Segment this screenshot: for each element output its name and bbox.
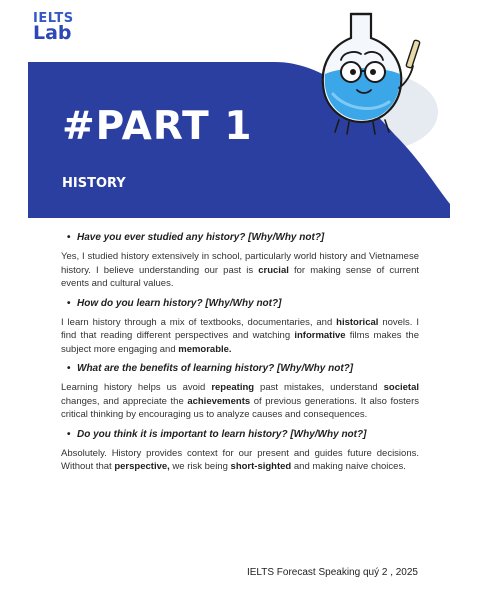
- qa-list: [61, 231, 419, 480]
- logo-text-bottom: Lab: [33, 22, 72, 44]
- answer-paragraph: [61, 447, 419, 474]
- answer-text: films makes the subject more engaging and: [61, 330, 419, 355]
- answer-keyword: societal: [383, 382, 420, 393]
- answer-text: Absolutely. History provides context for our present and guides future decisions. Without that: [61, 447, 419, 472]
- answer-paragraph: [61, 316, 419, 357]
- answer-keyword: crucial: [258, 264, 289, 276]
- answer-text: and making naive choices.: [291, 461, 406, 472]
- answer-text: Learning history helps us avoid: [61, 382, 212, 393]
- question-item: • Do you think it is important to learn history? [Why/Why not?]: [67, 428, 419, 442]
- answer-paragraph: [61, 381, 419, 422]
- answer-keyword: memorable.: [178, 343, 232, 355]
- flask-mascot-icon: [315, 8, 430, 136]
- logo-text-top: IELTS: [33, 11, 74, 26]
- answer-text: changes, and appreciate the: [61, 395, 188, 407]
- answer-text: novels. I find that reading different perspectives and watching: [61, 316, 419, 341]
- question-item: • Have you ever studied any history? [Why/Why not?]: [67, 231, 419, 245]
- answer-text: for making sense of current events and cultural values.: [61, 264, 419, 289]
- answer-paragraph: [61, 250, 419, 291]
- answer-keyword: historical: [336, 316, 379, 328]
- footer-text: IELTS Forecast Speaking quý 2 , 2025: [246, 567, 418, 578]
- question-item: • What are the benefits of learning history? [Why/Why not?]: [67, 362, 419, 376]
- answer-text: Yes, I studied history extensively in school, particularly world history and Vietnamese history. I believe understanding our past is: [61, 251, 419, 276]
- part-title: #PART 1: [62, 104, 253, 149]
- answer-text: I learn history through a mix of textbooks, documentaries, and: [61, 316, 337, 328]
- answer-text: of previous generations. It also fosters critical thinking by encouraging us to analyze causes and consequences.: [61, 395, 419, 420]
- answer-text: past mistakes, understand: [254, 382, 384, 393]
- question-item: • How do you learn history? [Why/Why not?]: [67, 297, 419, 311]
- answer-keyword: informative: [294, 330, 346, 341]
- answer-keyword: short-sighted: [230, 461, 292, 472]
- answer-keyword: achievements: [187, 395, 251, 407]
- topic-title: HISTORY: [62, 176, 126, 191]
- answer-keyword: perspective,: [114, 461, 170, 472]
- answer-keyword: repeating: [211, 382, 255, 393]
- answer-text: we risk being: [169, 461, 231, 472]
